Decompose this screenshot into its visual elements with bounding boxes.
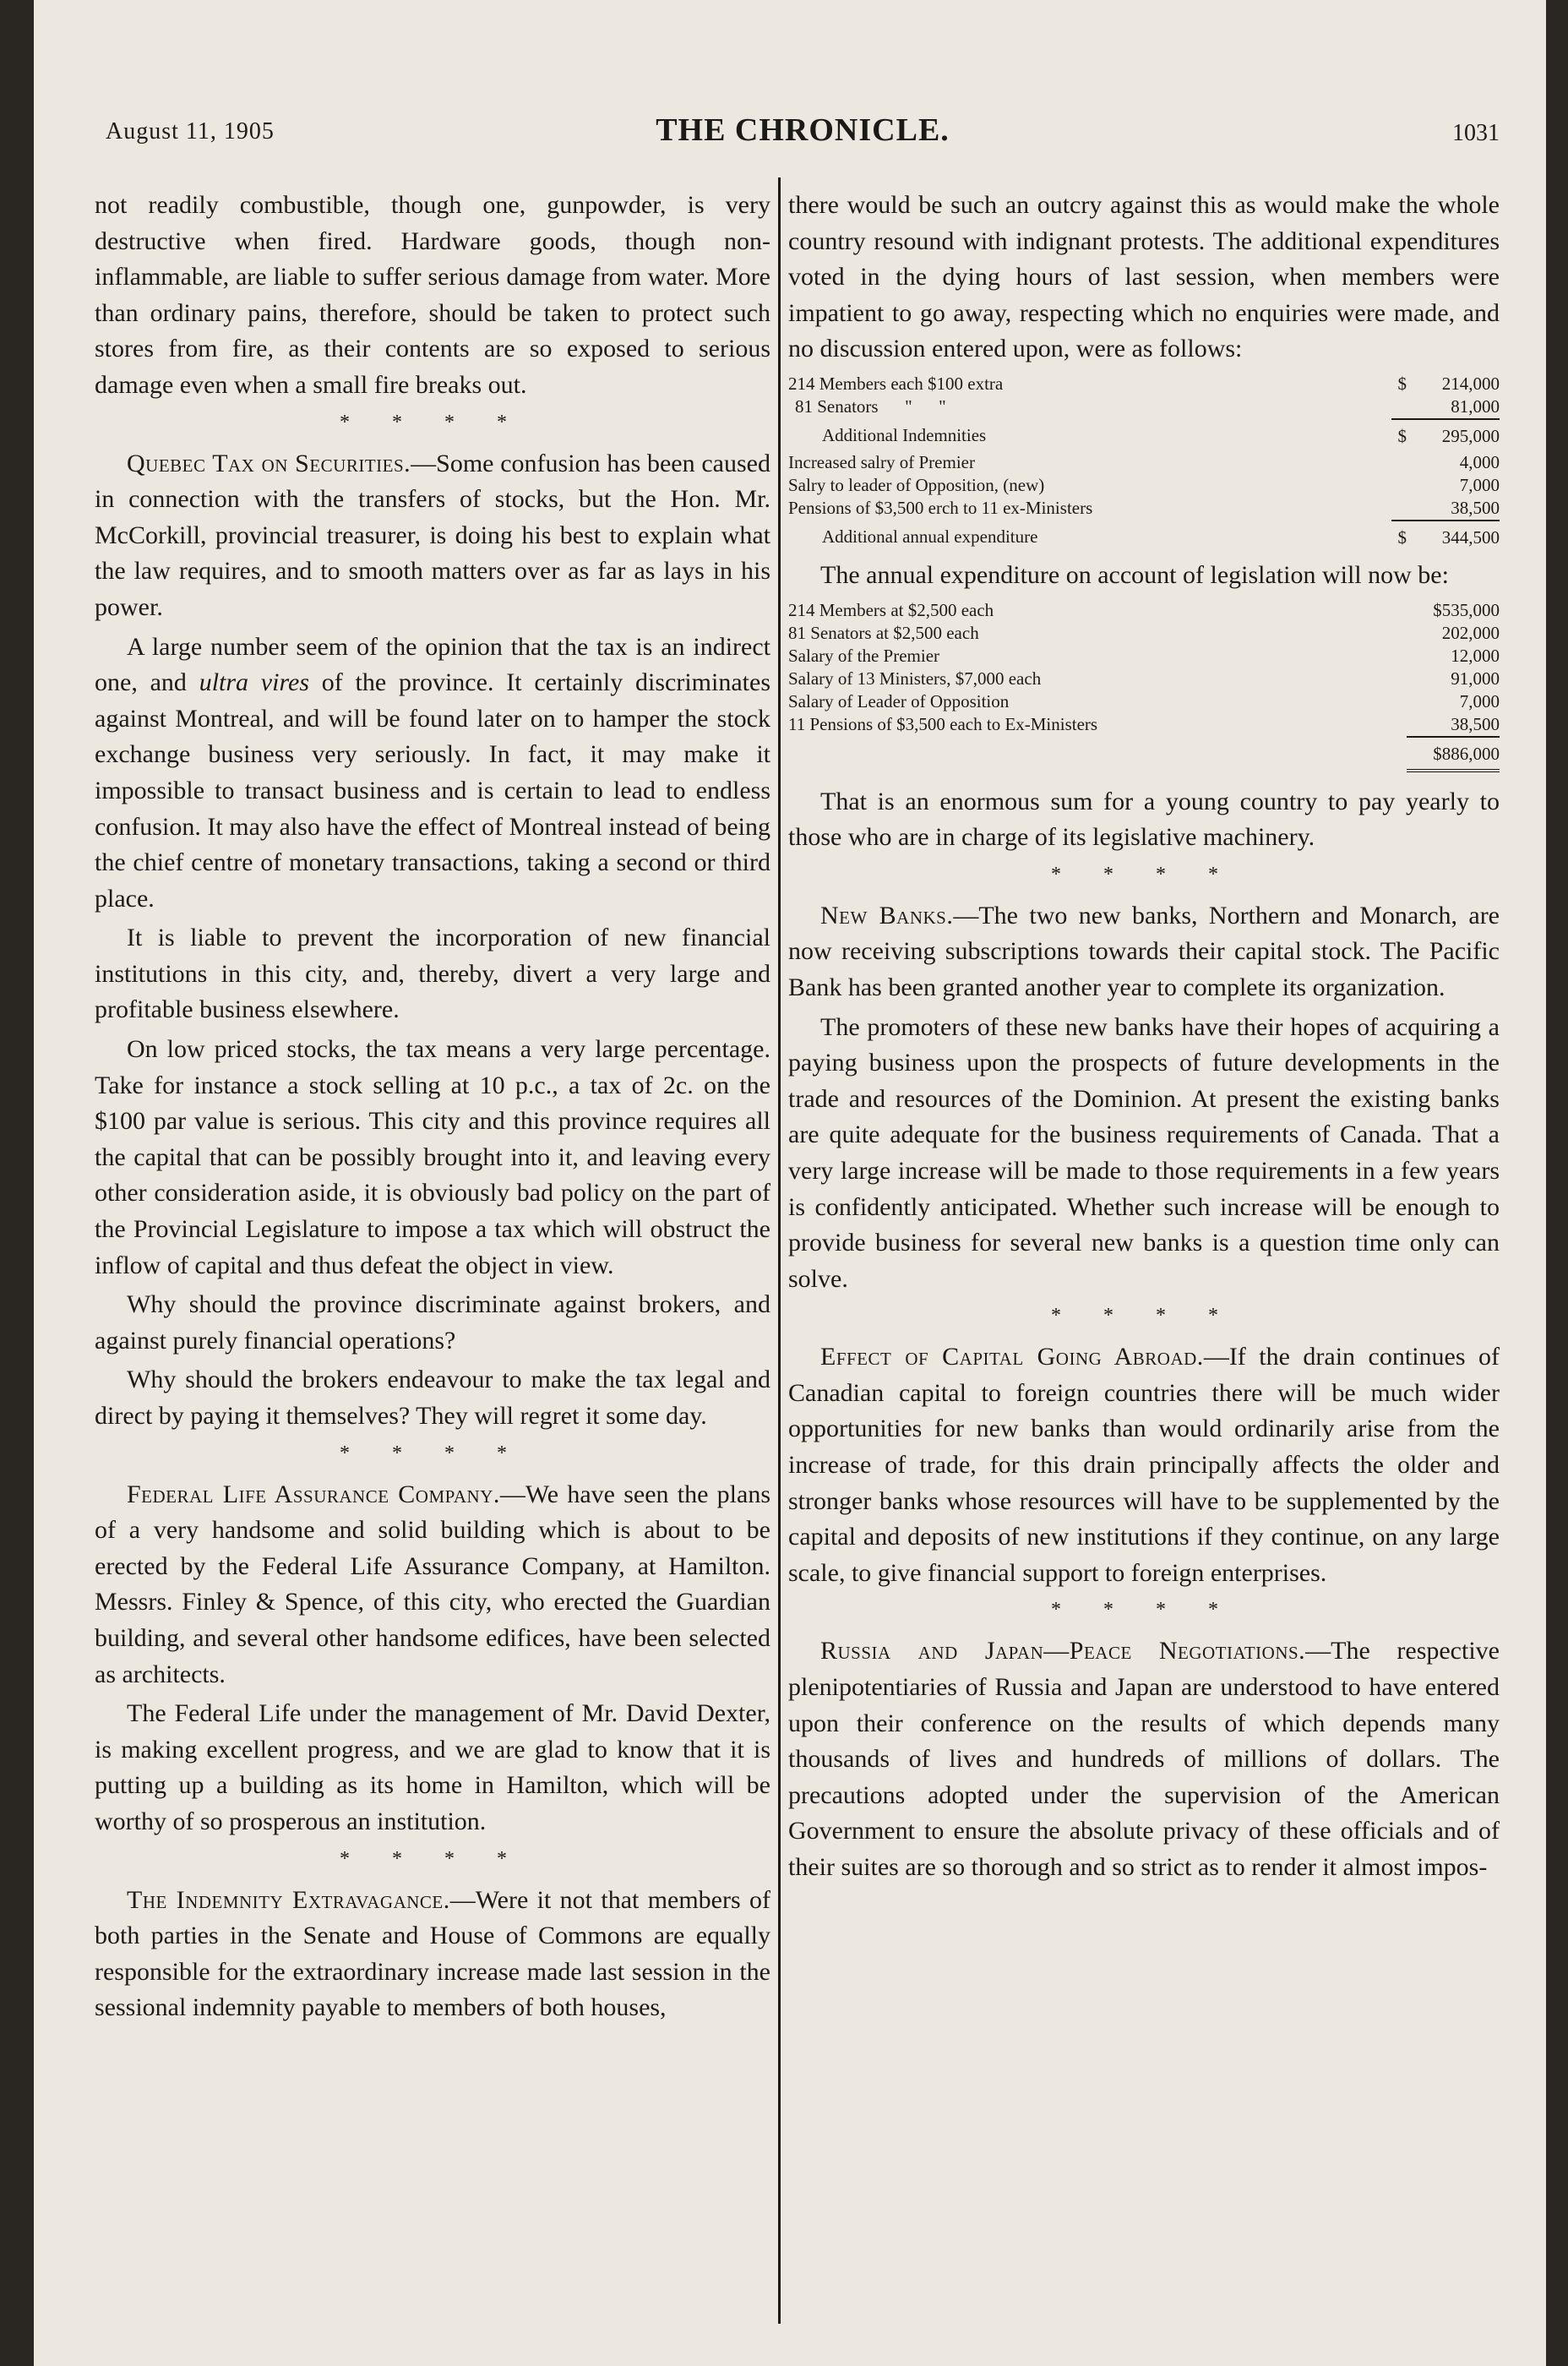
publication-title: THE CHRONICLE. [656, 112, 950, 148]
quebec-tax-text: —Some confusion has been caused in connection with the transfers of stocks, but the Hon. Mr. McCorkill, provincial treasurer, is doing his best to explain what the law requires, and to smooth matters over as far as lays in his power. [95, 449, 770, 621]
annual-expenditure-paragraph: The annual expenditure on account of legislation will now be: [820, 560, 1449, 589]
table-row: 11 Pensions of $3,500 each to Ex-Ministers 38,500 [788, 713, 1500, 735]
capital-abroad-text: —If the drain continues of Canadian capital to foreign countries there will be much wider opportunities for new banks than would ordinarily arise from the increase of trade, for this drain principally affects the older and stronger banks whose resources will have to be supplemented by the capital and deposits of new institutions if they continue, on any large scale, to give financial support to foreign enterprises. [788, 1343, 1500, 1587]
subtotal-row: Additional Indemnities $ 295,000 [788, 419, 1500, 451]
table-row: Increased salry of Premier 4,000 [788, 451, 1500, 472]
table-row: Salary of Leader of Opposition 7,000 [788, 690, 1500, 711]
capital-abroad-paragraph [788, 1339, 1500, 1591]
section-separator: * * * * [340, 1847, 525, 1870]
enormous-sum-paragraph: That is an enormous sum for a young country to pay yearly to those who are in charge of its legislative machinery. [788, 787, 1500, 852]
russia-japan-text: —The respective plenipotentiaries of Russia and Japan are understood to have entered upon their conference on the results of which depends many thousands of lives and hundreds of millions of dollars. The precautions adopted under the supervision of the American Government to ensure the absolute privacy of these officials and of their suites are so thorough and so strict as to render it almost impos- [788, 1637, 1500, 1881]
federal-life-paragraph-2: The Federal Life under the management of Mr. David Dexter, is making excellent progress, and we are glad to know that it is putting up a building as its home in Hamilton, which will be worthy of so prosperous an institution. [95, 1699, 770, 1835]
quebec-tax-paragraph-5: Why should the province discriminate against brokers, and against purely financial operations? [95, 1290, 770, 1355]
table-row: Salary of the Premier 12,000 [788, 645, 1500, 666]
section-separator: * * * * [340, 1442, 525, 1464]
article-continuation: not readily combustible, though one, gunpowder, is very destructive when fired. Hardware goods, though non-inflammable, are liable to suffer serious damage from water. More than ordinary pains, therefore, should be taken to protect such stores from fire, as their contents are so exposed to serious damage even when a small fire breaks out. [95, 191, 770, 399]
new-banks-paragraph-2: The promoters of these new banks have their hopes of acquiring a paying business upon the prospects of future developments in the trade and resources of the Dominion. At present the existing banks are quite adequate for the business requirements of Canada. That a very large increase will be made to those requirements in a few years is confidently anticipated. Whether such increase will be enough to provide business for several new banks is a question time only can solve. [788, 1012, 1500, 1293]
indemnity-continuation: there would be such an outcry against this as would make the whole country resound with indignant protests. The additional expenditures voted in the dying hours of last session, when members were impatient to go away, respecting which no enquiries were made, and no discussion entered upon, were as follows: [788, 191, 1500, 363]
quebec-tax-text-2b: of the province. It certainly discriminates against Montreal, and will be found later on to hamper the stock exchange business very seriously. In fact, it may make it impossible to transact business and is certain to lead to endless confusion. It may also have the effect of Montreal instead of being the chief centre of monetary transactions, taking a second or third place. [95, 668, 770, 913]
section-separator: * * * * [1051, 1305, 1237, 1327]
additional-expenditure-table [788, 373, 1500, 553]
quebec-tax-paragraph-4: On low priced stocks, the tax means a very large percentage. Take for instance a stock selling at 10 p.c., a tax of 2c. on the $100 par value is serious. This city and this province requires all the capital that can be possibly brought into it, and leaving every other consideration aside, it is obviously bad policy on the part of the Provincial Legislature to impose a tax which will obstruct the inflow of capital and thus defeat the object in view. [95, 1035, 770, 1279]
page-number: 1031 [1452, 120, 1500, 146]
annual-expenditure-table [788, 599, 1500, 772]
federal-life-text: —We have seen the plans of a very handsome and solid building which is about to be erected by the Federal Life Assurance Company, at Hamilton. Messrs. Finley & Spence, of this city, who erected the Guardian building, and several other handsome edifices, have been selected as architects. [95, 1480, 770, 1688]
capital-abroad-heading: Effect of Capital Going Abroad. [820, 1343, 1204, 1371]
issue-date: August 11, 1905 [106, 118, 275, 144]
new-banks-paragraph [788, 898, 1500, 1006]
indemnity-paragraph [95, 1883, 770, 2026]
quebec-tax-paragraph [95, 446, 770, 626]
column-divider [778, 177, 781, 2324]
table-row: 214 Members each $100 extra $ 214,000 [788, 373, 1500, 394]
federal-life-paragraph [95, 1477, 770, 1693]
indemnity-heading: The Indemnity Extravagance. [127, 1885, 450, 1914]
table-row: 214 Members at $2,500 each $535,000 [788, 599, 1500, 620]
table-row: 81 Senators at $2,500 each 202,000 [788, 622, 1500, 643]
left-column [95, 188, 770, 2030]
new-banks-text: —The two new banks, Northern and Monarch, are now receiving subscriptions towards their capital stock. The Pacific Bank has been granted another year to complete its organization. [788, 901, 1500, 1001]
russia-japan-heading: Russia and Japan—Peace Negotiations. [820, 1637, 1306, 1665]
right-column [788, 188, 1500, 1889]
indemnity-text: —Were it not that members of both parties in the Senate and House of Commons are equally responsible for the extraordinary increase made last session in the sessional indemnity payable to members of both houses, [95, 1885, 771, 2022]
quebec-tax-paragraph-3: It is liable to prevent the incorporation of new financial institutions in this city, and, thereby, divert a very large and profitable business elsewhere. [95, 924, 770, 1024]
new-banks-heading: New Banks. [820, 901, 954, 930]
table-row: 81 Senators " " 81,000 [795, 395, 1500, 417]
total-row: $886,000 [788, 737, 1500, 771]
quebec-tax-text-2a: A large number seem of the opinion that the tax is an indirect one, and [95, 632, 770, 697]
federal-life-heading: Federal Life Assurance Company. [127, 1480, 500, 1508]
section-separator: * * * * [1051, 1599, 1237, 1622]
quebec-tax-paragraph-2 [95, 630, 770, 918]
table-row: Pensions of $3,500 erch to 11 ex-Ministers 38,500 [788, 497, 1500, 519]
quebec-tax-heading: Quebec Tax on Securities. [127, 449, 411, 477]
section-separator: * * * * [340, 411, 525, 433]
ultra-vires-italic: ultra vires [199, 668, 310, 697]
table-row: Salary of 13 Ministers, $7,000 each 91,000 [788, 668, 1500, 689]
total-row: Additional annual expenditure $ 344,500 [788, 521, 1500, 553]
section-separator: * * * * [1051, 863, 1237, 886]
russia-japan-paragraph [788, 1633, 1500, 1885]
newspaper-page [34, 0, 1546, 2366]
page-header [106, 112, 1500, 162]
table-row: Salry to leader of Opposition, (new) 7,000 [788, 474, 1500, 495]
quebec-tax-paragraph-6: Why should the brokers endeavour to make the tax legal and direct by paying it themselves? They will regret it some day. [95, 1366, 770, 1430]
